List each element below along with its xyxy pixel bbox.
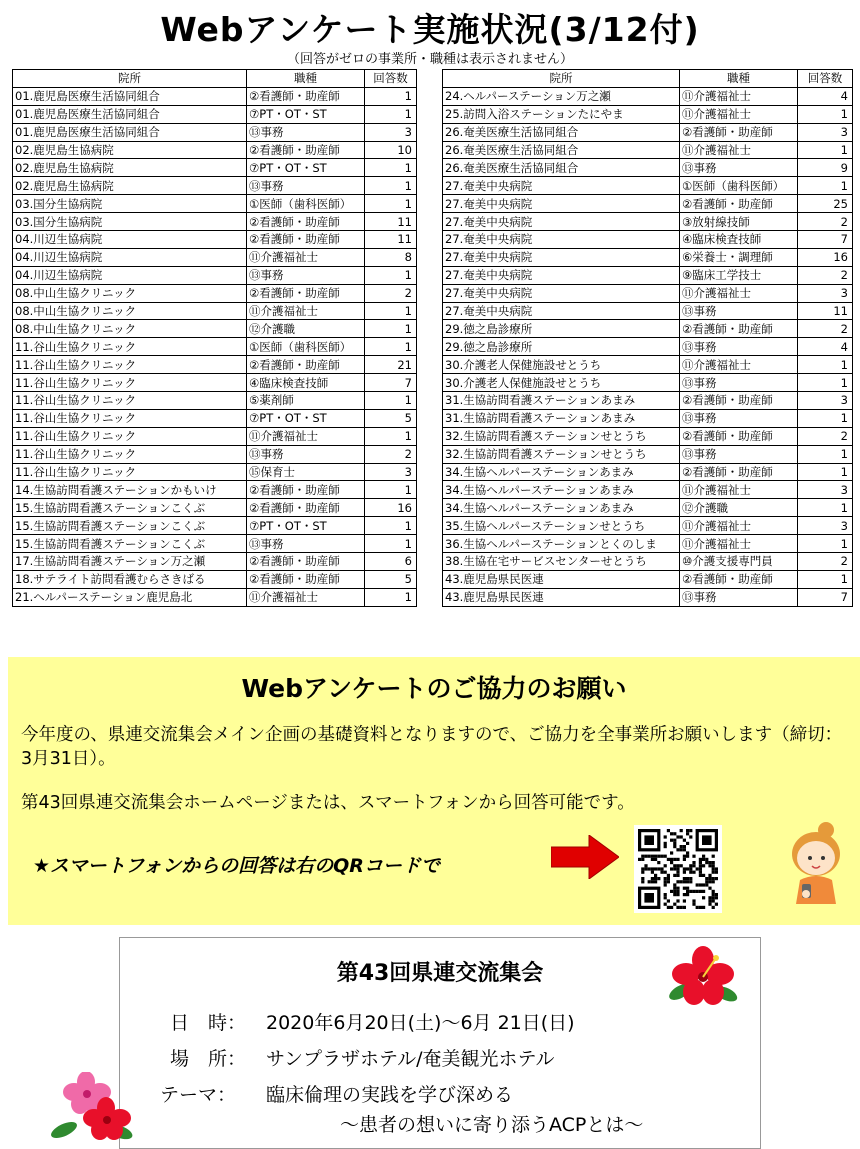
- table-row: [443, 499, 853, 517]
- count-cell: 25: [798, 195, 853, 213]
- table-row: [13, 463, 417, 481]
- office-cell: 30.介護老人保健施設せとうち: [443, 356, 680, 374]
- page-subtitle: （回答がゼロの事業所・職種は表示されません）: [286, 52, 573, 67]
- table-row: [443, 409, 853, 427]
- office-cell: 38.生協在宅サービスセンターせとうち: [443, 553, 680, 571]
- table-row: [13, 302, 417, 320]
- office-cell: 01.鹿児島医療生活協同組合: [13, 123, 247, 141]
- job-cell: ⑬事務: [247, 177, 365, 195]
- table-row: [13, 141, 417, 159]
- table-row: [13, 517, 417, 535]
- office-cell: 34.生協ヘルパーステーションあまみ: [443, 481, 680, 499]
- col-header-count: 回答数: [365, 70, 417, 88]
- job-cell: ⑪介護福祉士: [680, 517, 798, 535]
- table-row: [13, 159, 417, 177]
- count-cell: 2: [798, 266, 853, 284]
- office-cell: 32.生協訪問看護ステーションせとうち: [443, 445, 680, 463]
- job-cell: ①医師（歯科医師）: [680, 177, 798, 195]
- table-row: [13, 284, 417, 302]
- table-row: [13, 213, 417, 231]
- job-cell: ④臨床検査技師: [680, 231, 798, 249]
- job-cell: ⑬事務: [680, 374, 798, 392]
- job-cell: ②看護師・助産師: [247, 356, 365, 374]
- office-cell: 11.谷山生協クリニック: [13, 338, 247, 356]
- event-date-label: 日 時：: [170, 1012, 247, 1034]
- office-cell: 08.中山生協クリニック: [13, 302, 247, 320]
- office-cell: 29.徳之島診療所: [443, 338, 680, 356]
- hibiscus-icon: [668, 944, 738, 1010]
- event-place-label: 場 所：: [170, 1048, 247, 1070]
- count-cell: 1: [365, 338, 417, 356]
- count-cell: 3: [798, 123, 853, 141]
- count-cell: 1: [365, 87, 417, 105]
- job-cell: ⑬事務: [247, 535, 365, 553]
- office-cell: 03.国分生協病院: [13, 213, 247, 231]
- table-row: [13, 248, 417, 266]
- office-cell: 08.中山生協クリニック: [13, 320, 247, 338]
- office-cell: 30.介護老人保健施設せとうち: [443, 374, 680, 392]
- table-row: [443, 159, 853, 177]
- table-row: [13, 374, 417, 392]
- count-cell: 3: [798, 481, 853, 499]
- office-cell: 08.中山生協クリニック: [13, 284, 247, 302]
- count-cell: 8: [365, 248, 417, 266]
- count-cell: 11: [365, 231, 417, 249]
- office-cell: 26.奄美医療生活協同組合: [443, 159, 680, 177]
- job-cell: ②看護師・助産師: [247, 213, 365, 231]
- table-row: [443, 195, 853, 213]
- table-row: [443, 87, 853, 105]
- request-paragraph-2: 第43回県連交流集会ホームページまたは、スマートフォンから回答可能です。: [21, 793, 635, 813]
- office-cell: 29.徳之島診療所: [443, 320, 680, 338]
- job-cell: ②看護師・助産師: [247, 481, 365, 499]
- job-cell: ⑦PT・OT・ST: [247, 159, 365, 177]
- count-cell: 1: [798, 105, 853, 123]
- table-row: [443, 320, 853, 338]
- count-cell: 11: [798, 302, 853, 320]
- job-cell: ⑪介護福祉士: [247, 302, 365, 320]
- office-cell: 18.サテライト訪問看護むらさきばる: [13, 570, 247, 588]
- count-cell: 11: [365, 213, 417, 231]
- count-cell: 5: [365, 409, 417, 427]
- job-cell: ⑪介護福祉士: [680, 535, 798, 553]
- job-cell: ①医師（歯科医師）: [247, 195, 365, 213]
- office-cell: 27.奄美中央病院: [443, 284, 680, 302]
- event-place: サンプラザホテル/奄美観光ホテル: [266, 1048, 555, 1070]
- table-row: [443, 570, 853, 588]
- office-cell: 02.鹿児島生協病院: [13, 177, 247, 195]
- job-cell: ⑨臨床工学技士: [680, 266, 798, 284]
- office-cell: 11.谷山生協クリニック: [13, 374, 247, 392]
- office-cell: 11.谷山生協クリニック: [13, 463, 247, 481]
- table-row: [443, 338, 853, 356]
- office-cell: 21.ヘルパーステーション鹿児島北: [13, 588, 247, 606]
- office-cell: 27.奄美中央病院: [443, 248, 680, 266]
- office-cell: 04.川辺生協病院: [13, 231, 247, 249]
- table-row: [13, 445, 417, 463]
- job-cell: ⑪介護福祉士: [247, 427, 365, 445]
- office-cell: 32.生協訪問看護ステーションせとうち: [443, 427, 680, 445]
- count-cell: 4: [798, 87, 853, 105]
- job-cell: ②看護師・助産師: [247, 141, 365, 159]
- count-cell: 7: [798, 588, 853, 606]
- count-cell: 1: [365, 320, 417, 338]
- job-cell: ②看護師・助産師: [680, 463, 798, 481]
- office-cell: 03.国分生協病院: [13, 195, 247, 213]
- table-row: [13, 570, 417, 588]
- hibiscus-bouquet-icon: [50, 1072, 134, 1144]
- job-cell: ⑪介護福祉士: [680, 105, 798, 123]
- office-cell: 34.生協ヘルパーステーションあまみ: [443, 499, 680, 517]
- count-cell: 1: [798, 499, 853, 517]
- job-cell: ⑪介護福祉士: [680, 481, 798, 499]
- event-date: 2020年6月20日(土)～6月 21日(日): [266, 1012, 575, 1034]
- job-cell: ⑬事務: [680, 159, 798, 177]
- office-cell: 27.奄美中央病院: [443, 195, 680, 213]
- job-cell: ②看護師・助産師: [680, 392, 798, 410]
- table-row: [443, 356, 853, 374]
- job-cell: ⑪介護福祉士: [247, 248, 365, 266]
- count-cell: 2: [365, 284, 417, 302]
- col-header-count: 回答数: [798, 70, 853, 88]
- job-cell: ⑤薬剤師: [247, 392, 365, 410]
- office-cell: 01.鹿児島医療生活協同組合: [13, 105, 247, 123]
- table-row: [13, 338, 417, 356]
- count-cell: 1: [798, 463, 853, 481]
- office-cell: 04.川辺生協病院: [13, 248, 247, 266]
- office-cell: 17.生協訪問看護ステーション万之瀬: [13, 553, 247, 571]
- table-row: [13, 195, 417, 213]
- table-row: [13, 320, 417, 338]
- table-row: [13, 105, 417, 123]
- job-cell: ⑮保育士: [247, 463, 365, 481]
- job-cell: ③放射線技師: [680, 213, 798, 231]
- table-row: [13, 231, 417, 249]
- table-row: [443, 463, 853, 481]
- job-cell: ②看護師・助産師: [247, 284, 365, 302]
- table-row: [443, 177, 853, 195]
- count-cell: 1: [365, 481, 417, 499]
- count-cell: 1: [365, 195, 417, 213]
- event-theme-label: テーマ：: [160, 1084, 237, 1106]
- job-cell: ⑩介護支援専門員: [680, 553, 798, 571]
- office-cell: 11.谷山生協クリニック: [13, 409, 247, 427]
- job-cell: ⑦PT・OT・ST: [247, 105, 365, 123]
- count-cell: 1: [365, 535, 417, 553]
- table-row: [443, 141, 853, 159]
- count-cell: 3: [798, 284, 853, 302]
- job-cell: ⑪介護福祉士: [680, 87, 798, 105]
- office-cell: 15.生協訪問看護ステーションこくぶ: [13, 499, 247, 517]
- table-row: [443, 213, 853, 231]
- survey-table-left: [12, 69, 417, 607]
- office-cell: 11.谷山生協クリニック: [13, 427, 247, 445]
- job-cell: ⑬事務: [680, 338, 798, 356]
- table-row: [443, 105, 853, 123]
- job-cell: ②看護師・助産師: [680, 123, 798, 141]
- job-cell: ⑪介護福祉士: [680, 141, 798, 159]
- qr-code-icon[interactable]: [634, 825, 722, 913]
- job-cell: ⑬事務: [247, 266, 365, 284]
- job-cell: ②看護師・助産師: [680, 570, 798, 588]
- office-cell: 27.奄美中央病院: [443, 302, 680, 320]
- office-cell: 26.奄美医療生活協同組合: [443, 141, 680, 159]
- request-heading: Webアンケートのご協力のお願い: [241, 674, 627, 703]
- table-row: [443, 374, 853, 392]
- count-cell: 2: [365, 445, 417, 463]
- count-cell: 7: [365, 374, 417, 392]
- count-cell: 2: [798, 427, 853, 445]
- job-cell: ②看護師・助産師: [247, 499, 365, 517]
- page-title: Webアンケート実施状況(3/12付): [160, 10, 700, 49]
- count-cell: 1: [365, 159, 417, 177]
- table-row: [443, 302, 853, 320]
- event-theme: 臨床倫理の実践を学び深める: [266, 1084, 514, 1106]
- office-cell: 11.谷山生協クリニック: [13, 445, 247, 463]
- count-cell: 1: [365, 588, 417, 606]
- job-cell: ②看護師・助産師: [680, 427, 798, 445]
- office-cell: 15.生協訪問看護ステーションこくぶ: [13, 535, 247, 553]
- count-cell: 1: [365, 392, 417, 410]
- job-cell: ⑬事務: [247, 123, 365, 141]
- table-row: [443, 392, 853, 410]
- table-row: [13, 427, 417, 445]
- count-cell: 3: [365, 123, 417, 141]
- job-cell: ⑬事務: [680, 409, 798, 427]
- count-cell: 21: [365, 356, 417, 374]
- table-row: [13, 588, 417, 606]
- table-row: [13, 177, 417, 195]
- office-cell: 27.奄美中央病院: [443, 213, 680, 231]
- table-row: [13, 481, 417, 499]
- col-header-job: 職種: [247, 70, 365, 88]
- count-cell: 3: [798, 517, 853, 535]
- count-cell: 1: [798, 141, 853, 159]
- request-paragraph-1: 今年度の、県連交流集会メイン企画の基礎資料となりますので、ご協力を全事業所お願いします（締切：3月31日）。: [21, 725, 843, 769]
- office-cell: 02.鹿児島生協病院: [13, 141, 247, 159]
- job-cell: ⑬事務: [680, 445, 798, 463]
- count-cell: 1: [365, 427, 417, 445]
- office-cell: 01.鹿児島医療生活協同組合: [13, 87, 247, 105]
- count-cell: 1: [798, 535, 853, 553]
- job-cell: ⑪介護福祉士: [680, 356, 798, 374]
- table-row: [443, 248, 853, 266]
- office-cell: 15.生協訪問看護ステーションこくぶ: [13, 517, 247, 535]
- table-row: [443, 553, 853, 571]
- survey-request-panel: [8, 657, 860, 925]
- job-cell: ④臨床検査技師: [247, 374, 365, 392]
- count-cell: 2: [798, 553, 853, 571]
- girl-with-phone-icon: [784, 822, 850, 904]
- office-cell: 43.鹿児島県民医連: [443, 588, 680, 606]
- count-cell: 3: [798, 392, 853, 410]
- table-row: [13, 553, 417, 571]
- table-row: [443, 123, 853, 141]
- count-cell: 4: [798, 338, 853, 356]
- job-cell: ⑦PT・OT・ST: [247, 409, 365, 427]
- table-row: [13, 123, 417, 141]
- office-cell: 27.奄美中央病院: [443, 231, 680, 249]
- count-cell: 1: [798, 356, 853, 374]
- count-cell: 1: [365, 105, 417, 123]
- table-row: [443, 427, 853, 445]
- office-cell: 04.川辺生協病院: [13, 266, 247, 284]
- table-row: [13, 392, 417, 410]
- table-row: [13, 266, 417, 284]
- job-cell: ⑥栄養士・調理師: [680, 248, 798, 266]
- job-cell: ②看護師・助産師: [247, 570, 365, 588]
- table-row: [443, 588, 853, 606]
- table-row: [443, 231, 853, 249]
- count-cell: 16: [798, 248, 853, 266]
- table-row: [13, 356, 417, 374]
- table-row: [13, 409, 417, 427]
- table-row: [443, 284, 853, 302]
- office-cell: 31.生協訪問看護ステーションあまみ: [443, 392, 680, 410]
- table-row: [443, 445, 853, 463]
- count-cell: 1: [365, 517, 417, 535]
- table-row: [13, 499, 417, 517]
- count-cell: 1: [365, 302, 417, 320]
- right-arrow-icon: [551, 835, 619, 879]
- office-cell: 02.鹿児島生協病院: [13, 159, 247, 177]
- table-row: [13, 87, 417, 105]
- qr-instruction: ★スマートフォンからの回答は右のQRコードで: [33, 855, 440, 877]
- job-cell: ⑫介護職: [680, 499, 798, 517]
- office-cell: 11.谷山生協クリニック: [13, 392, 247, 410]
- table-row: [443, 481, 853, 499]
- job-cell: ⑬事務: [680, 588, 798, 606]
- office-cell: 35.生協ヘルパーステーションせとうち: [443, 517, 680, 535]
- count-cell: 7: [798, 231, 853, 249]
- job-cell: ①医師（歯科医師）: [247, 338, 365, 356]
- job-cell: ②看護師・助産師: [247, 87, 365, 105]
- count-cell: 5: [365, 570, 417, 588]
- job-cell: ⑪介護福祉士: [247, 588, 365, 606]
- col-header-office: 院所: [13, 70, 247, 88]
- col-header-job: 職種: [680, 70, 798, 88]
- job-cell: ⑬事務: [247, 445, 365, 463]
- job-cell: ⑫介護職: [247, 320, 365, 338]
- office-cell: 27.奄美中央病院: [443, 177, 680, 195]
- count-cell: 1: [365, 177, 417, 195]
- office-cell: 36.生協ヘルパーステーションとくのしま: [443, 535, 680, 553]
- table-row: [13, 535, 417, 553]
- job-cell: ②看護師・助産師: [680, 195, 798, 213]
- table-row: [443, 535, 853, 553]
- count-cell: 3: [365, 463, 417, 481]
- job-cell: ⑬事務: [680, 302, 798, 320]
- table-row: [443, 266, 853, 284]
- count-cell: 9: [798, 159, 853, 177]
- count-cell: 6: [365, 553, 417, 571]
- job-cell: ②看護師・助産師: [680, 320, 798, 338]
- office-cell: 14.生協訪問看護ステーションかもいけ: [13, 481, 247, 499]
- job-cell: ⑦PT・OT・ST: [247, 517, 365, 535]
- job-cell: ②看護師・助産師: [247, 553, 365, 571]
- event-title: 第43回県連交流集会: [336, 961, 544, 986]
- office-cell: 31.生協訪問看護ステーションあまみ: [443, 409, 680, 427]
- job-cell: ②看護師・助産師: [247, 231, 365, 249]
- office-cell: 24.ヘルパーステーション万之瀬: [443, 87, 680, 105]
- table-row: [443, 517, 853, 535]
- office-cell: 43.鹿児島県民医連: [443, 570, 680, 588]
- count-cell: 1: [798, 374, 853, 392]
- office-cell: 11.谷山生協クリニック: [13, 356, 247, 374]
- office-cell: 27.奄美中央病院: [443, 266, 680, 284]
- survey-table-right: [442, 69, 853, 607]
- office-cell: 25.訪問入浴ステーションたにやま: [443, 105, 680, 123]
- office-cell: 34.生協ヘルパーステーションあまみ: [443, 463, 680, 481]
- event-theme-subtitle: ～患者の想いに寄り添うACPとは～: [340, 1114, 644, 1136]
- office-cell: 26.奄美医療生活協同組合: [443, 123, 680, 141]
- count-cell: 2: [798, 213, 853, 231]
- count-cell: 2: [798, 320, 853, 338]
- job-cell: ⑪介護福祉士: [680, 284, 798, 302]
- count-cell: 1: [798, 409, 853, 427]
- count-cell: 1: [798, 445, 853, 463]
- count-cell: 1: [365, 266, 417, 284]
- count-cell: 16: [365, 499, 417, 517]
- event-info-box: [119, 937, 761, 1149]
- count-cell: 1: [798, 177, 853, 195]
- col-header-office: 院所: [443, 70, 680, 88]
- count-cell: 10: [365, 141, 417, 159]
- count-cell: 1: [798, 570, 853, 588]
